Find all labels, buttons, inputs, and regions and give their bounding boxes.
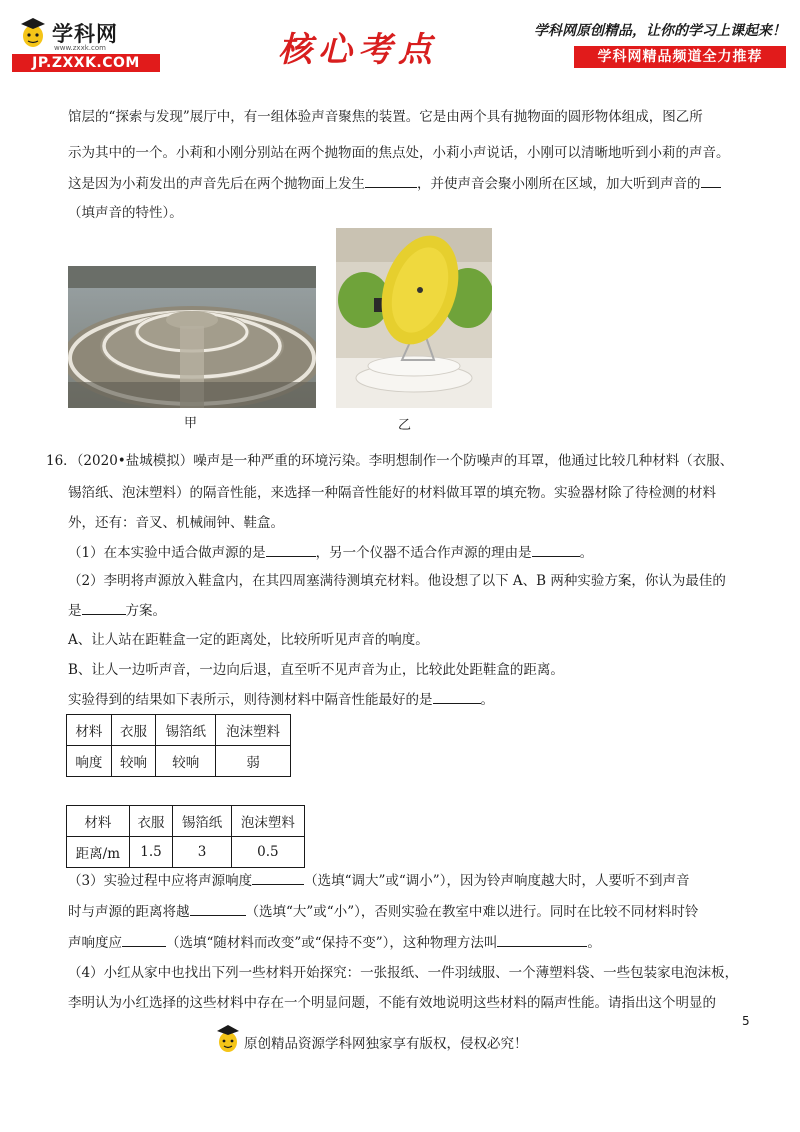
paragraph-line bbox=[68, 601, 166, 620]
text-segment: （选填“大”或“小”），否则实验在教室中难以进行。同时在比较不同材料时铃 bbox=[245, 904, 699, 920]
table-cell: 材料 bbox=[67, 715, 112, 746]
table-cell: 衣服 bbox=[111, 715, 156, 746]
answer-blank[interactable] bbox=[122, 933, 166, 947]
table-cell: 1.5 bbox=[129, 837, 173, 868]
header-slogan: 学科网原创精品，让你的学习上课起来！ bbox=[534, 23, 786, 39]
table-row bbox=[67, 715, 291, 746]
table-cell: 较响 bbox=[111, 746, 156, 777]
mascot-icon bbox=[18, 16, 48, 48]
footer-copyright: 原创精品资源学科网独家享有版权，侵权必究！ bbox=[244, 1036, 528, 1052]
option-b: B、让人一边听声音，一边向后退，直至听不见声音为止，比较此处距鞋盒的距离。 bbox=[68, 662, 564, 678]
answer-blank[interactable] bbox=[82, 601, 126, 615]
photo-circular-altar bbox=[68, 266, 316, 408]
paragraph-line: 锡箔纸、泡沫塑料）的隔音性能，来选择一种隔音性能好的材料做耳罩的填充物。实验器材除了待检测的材料 bbox=[68, 485, 716, 501]
answer-blank[interactable] bbox=[266, 543, 316, 557]
table-cell: 锡箔纸 bbox=[156, 715, 216, 746]
paragraph-line: 馆层的“探索与发现”展厅中，有一组体验声音聚焦的装置。它是由两个具有抛物面的圆形物体组成，图乙所 bbox=[68, 109, 703, 125]
table-cell: 衣服 bbox=[129, 806, 173, 837]
page-footer bbox=[214, 1022, 594, 1058]
answer-blank[interactable] bbox=[532, 543, 580, 557]
paragraph-line: （填声音的特性）。 bbox=[68, 205, 183, 221]
text-segment: （选填“调大”或“调小”），因为铃声响度越大时，人要听不到声音 bbox=[304, 873, 690, 889]
text-segment: 这是因为小莉发出的声音先后在两个抛物面上发生 bbox=[68, 176, 365, 192]
answer-blank[interactable] bbox=[252, 871, 304, 885]
answer-blank[interactable] bbox=[365, 174, 417, 188]
text-segment: （1）在本实验中适合做声源的是 bbox=[68, 545, 266, 561]
page-number: 5 bbox=[742, 1014, 750, 1028]
text-segment: （选填“随材料而改变”或“保持不变”），这种物理方法叫 bbox=[166, 935, 498, 951]
answer-blank[interactable] bbox=[190, 902, 246, 916]
table-row bbox=[67, 746, 291, 777]
answer-blank[interactable] bbox=[701, 174, 721, 188]
text-segment: ，另一个仪器不适合作声源的理由是 bbox=[315, 545, 532, 561]
distance-table bbox=[66, 805, 305, 868]
table-cell: 泡沫塑料 bbox=[216, 715, 291, 746]
paragraph-line bbox=[68, 543, 593, 562]
table-cell: 距离/m bbox=[67, 837, 130, 868]
page-header bbox=[0, 0, 800, 82]
table-cell: 锡箔纸 bbox=[173, 806, 231, 837]
answer-blank[interactable] bbox=[497, 933, 587, 947]
table-cell: 3 bbox=[173, 837, 231, 868]
paragraph-line bbox=[68, 690, 494, 709]
text-segment: 。 bbox=[480, 692, 494, 708]
paragraph-line: （2）李明将声源放入鞋盒内，在其四周塞满待测填充材料。他设想了以下 A、B 两种实验方案，你认为最佳的 bbox=[68, 573, 726, 589]
paragraph-line bbox=[68, 902, 698, 921]
figure-caption: 乙 bbox=[398, 418, 412, 433]
paragraph-line bbox=[68, 174, 721, 193]
table-cell: 0.5 bbox=[231, 837, 304, 868]
photo-parabolic-dish bbox=[336, 228, 492, 408]
text-segment: ，并使声音会聚小刚所在区域，加大听到声音的 bbox=[417, 176, 701, 192]
text-segment: 。 bbox=[587, 935, 601, 951]
option-a: A、让人站在距鞋盒一定的距离处，比较所听见声音的响度。 bbox=[68, 632, 429, 648]
paragraph-line: 李明认为小红选择的这些材料中存在一个明显问题，不能有效地说明这些材料的隔声性能。请指出这个明显的 bbox=[68, 995, 716, 1011]
text-segment: 实验得到的结果如下表所示，则待测材料中隔音性能最好的是 bbox=[68, 692, 433, 708]
text-segment: 时与声源的距离将越 bbox=[68, 904, 190, 920]
table-cell: 响度 bbox=[67, 746, 112, 777]
paragraph-line: （4）小红从家中也找出下列一些材料开始探究：一张报纸、一件羽绒服、一个薄塑料袋、一些包装家电泡沫板， bbox=[68, 965, 739, 981]
header-title: 核心考点 bbox=[278, 30, 438, 70]
paragraph-line bbox=[68, 871, 689, 890]
text-segment: 。 bbox=[579, 545, 594, 561]
header-slogan-bar: 学科网精品频道全力推荐 bbox=[574, 46, 786, 68]
paragraph-line: 16．（2020•盐城模拟）噪声是一种严重的环境污染。李明想制作一个防噪声的耳罩，他通过比较几种材料（衣服、 bbox=[46, 453, 734, 469]
logo-site-bar: JP.ZXXK.COM bbox=[12, 54, 160, 72]
answer-blank[interactable] bbox=[433, 690, 481, 704]
table-cell: 泡沫塑料 bbox=[231, 806, 304, 837]
paragraph-line: 外，还有：音叉、机械闹钟、鞋盒。 bbox=[68, 515, 284, 531]
table-cell: 材料 bbox=[67, 806, 130, 837]
text-segment: （3）实验过程中应将声源响度 bbox=[68, 873, 253, 889]
logo-url: www.zxxk.com bbox=[54, 44, 106, 52]
table-cell: 较响 bbox=[156, 746, 216, 777]
figure-caption: 甲 bbox=[184, 416, 198, 431]
zxxk-logo[interactable] bbox=[12, 14, 162, 74]
table-row bbox=[67, 806, 305, 837]
table-cell: 弱 bbox=[216, 746, 291, 777]
loudness-table bbox=[66, 714, 291, 777]
text-segment: 方案。 bbox=[125, 603, 166, 619]
paragraph-line bbox=[68, 933, 601, 952]
paragraph-line: 示为其中的一个。小莉和小刚分别站在两个抛物面的焦点处，小莉小声说话，小刚可以清晰地听到小莉的声音。 bbox=[68, 145, 730, 161]
logo-name: 学科网 bbox=[52, 22, 118, 46]
mascot-icon bbox=[214, 1022, 242, 1054]
text-segment: 声响度应 bbox=[68, 935, 122, 951]
table-row bbox=[67, 837, 305, 868]
text-segment: 是 bbox=[68, 603, 82, 619]
